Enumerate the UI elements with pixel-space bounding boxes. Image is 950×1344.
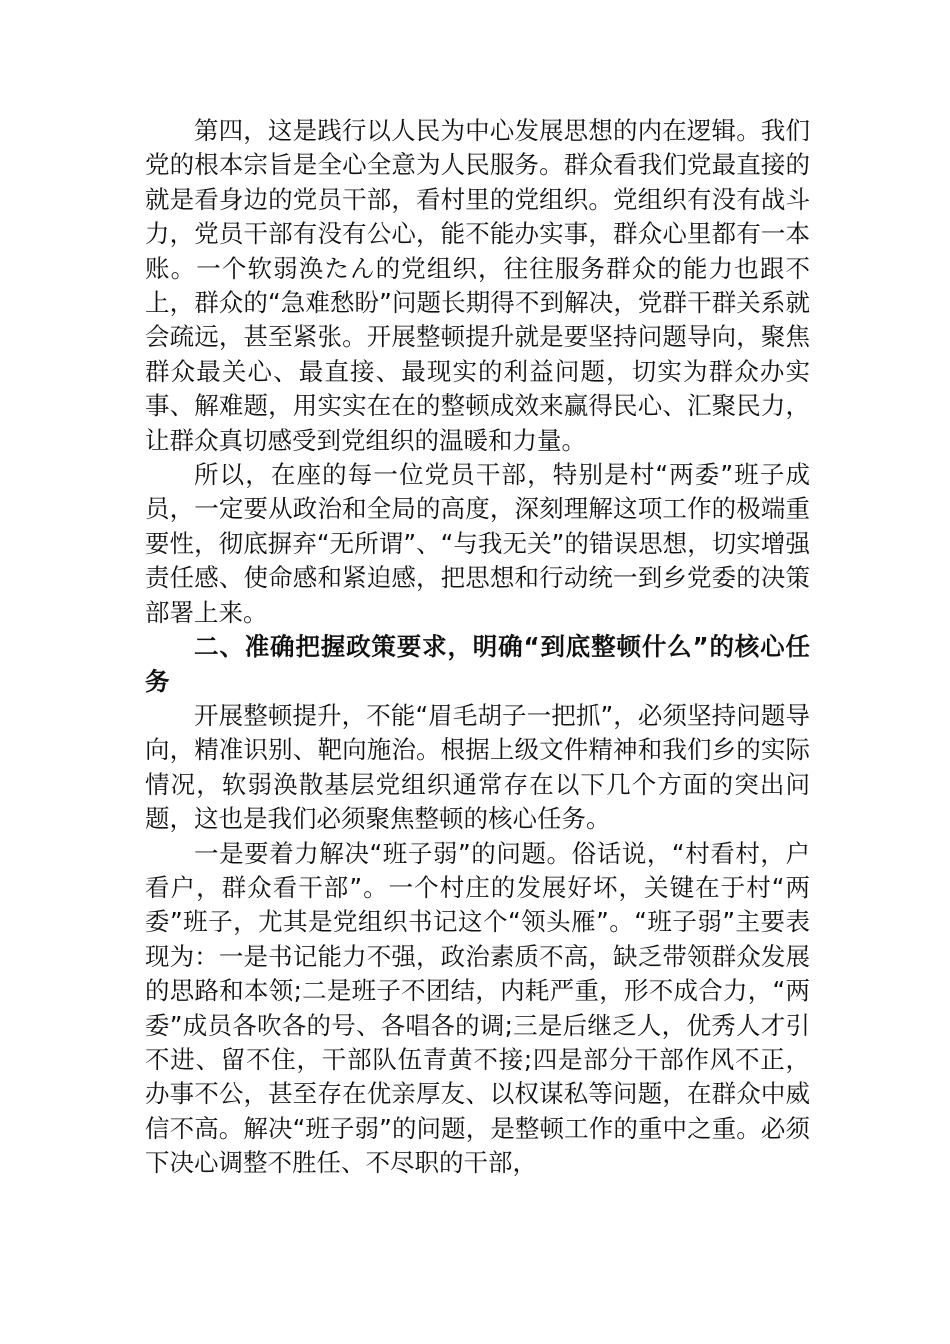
document-body — [145, 114, 810, 1181]
paragraph-conclusion: 所以，在座的每一位党员干部，特别是村“两委”班子成员，一定要从政治和全局的高度，深刻理解这项工作的极端重要性，彻底摒弃“无所谓”、“与我无关”的错误思想，切实增强责任感、使命感和紧迫感，把思想和行动统一到乡党委的决策部署上来。 — [145, 460, 810, 627]
paragraph-weak-team: 一是要着力解决“班子弱”的问题。俗话说，“村看村，户看户，群众看干部”。一个村庄的发展好坏，关键在于村“两委”班子，尤其是党组织书记这个“领头雁”。“班子弱”主要表现为：一是书记能力不强，政治素质不高，缺乏带领群众发展的思路和本领;二是班子不团结，内耗严重，形不成合力，“两委”成员各吹各的号、各唱各的调;三是后继乏人，优秀人才引不进、留不住，干部队伍青黄不接;四是部分干部作风不正，办事不公，甚至存在优亲厚友、以权谋私等问题，在群众中威信不高。解决“班子弱”的问题，是整顿工作的重中之重。必须下决心调整不胜任、不尽职的干部， — [145, 838, 810, 1178]
section-heading: 二、准确把握政策要求，明确“到底整顿什么”的核心任务 — [145, 632, 810, 696]
paragraph-fourth-point: 第四，这是践行以人民为中心发展思想的内在逻辑。我们党的根本宗旨是全心全意为人民服务。群众看我们党最直接的就是看身边的党员干部，看村里的党组织。党组织有没有战斗力，党员干部有没有公心，能不能办实事，群众心里都有一本账。一个软弱涣たん的党组织，往往服务群众的能力也跟不上，群众的“急难愁盼”问题长期得不到解决，党群干群关系就会疏远，甚至紧张。开展整顿提升就是要坚持问题导向，聚焦群众最关心、最直接、最现实的利益问题，切实为群众办实事、解难题，用实实在在的整顿成效来赢得民心、汇聚民力，让群众真切感受到党组织的温暖和力量。 — [145, 116, 810, 455]
paragraph-core-tasks: 开展整顿提升，不能“眉毛胡子一把抓”，必须坚持问题导向，精准识别、靶向施治。根据上级文件精神和我们乡的实际情况，软弱涣散基层党组织通常存在以下几个方面的突出问题，这也是我们必须聚焦整顿的核心任务。 — [145, 700, 810, 834]
